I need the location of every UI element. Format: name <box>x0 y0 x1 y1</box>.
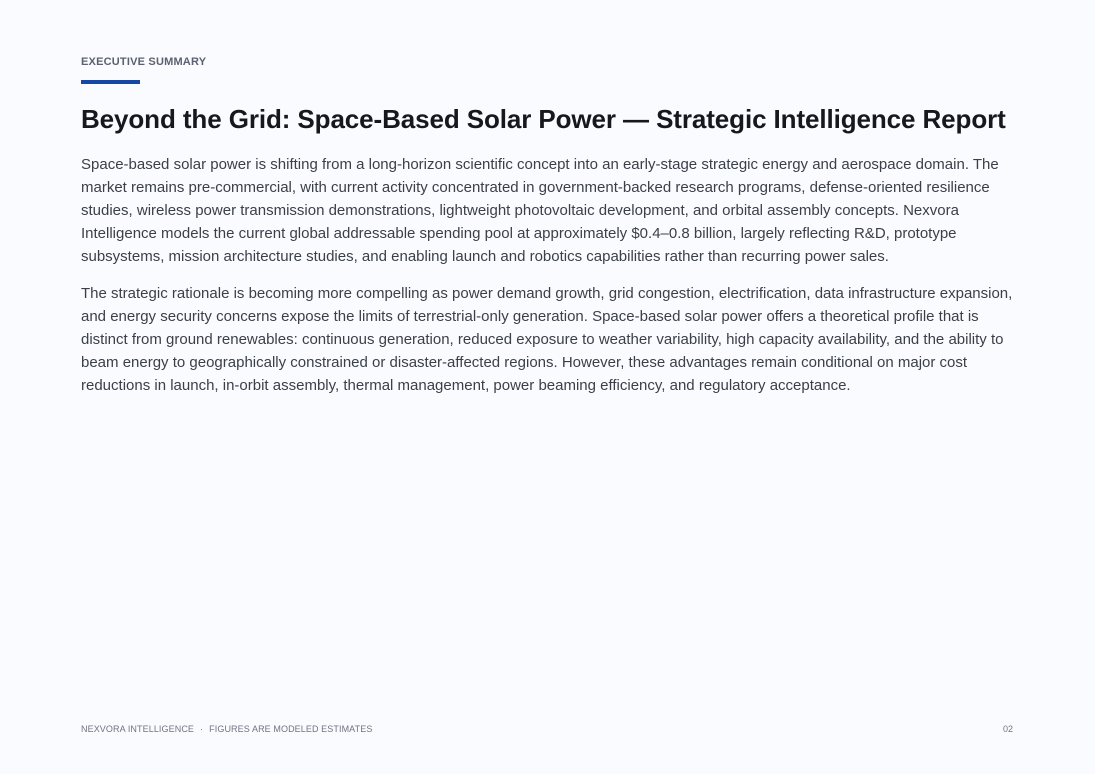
report-title: Beyond the Grid: Space-Based Solar Power — Strategic Intelligence Report <box>81 104 1006 134</box>
section-accent-rule <box>81 80 140 84</box>
footer-note: FIGURES ARE MODELED ESTIMATES <box>209 724 373 734</box>
report-page <box>81 0 1021 774</box>
footer-brand: NEXVORA INTELLIGENCE <box>81 724 195 734</box>
summary-paragraph-2: The strategic rationale is becoming more compelling as power demand growth, grid congestion, electrification, data infrastructure expansion, and energy security concerns expose the limits of terrestrial-only generation. Space-based solar power offers a theoretical profile that is distinct from ground renewables: continuous generation, reduced exposure to weather variability, high capacity availability, and the ability to beam energy to geographically constrained or disaster-affected regions. However, these advantages remain conditional on major cost reductions in launch, in-orbit assembly, thermal management, power beaming efficiency, and regulatory acceptance. <box>81 285 1013 394</box>
summary-body <box>81 153 1016 411</box>
page-number: 02 <box>1002 724 1013 734</box>
footer-attribution <box>81 724 372 734</box>
section-eyebrow: EXECUTIVE SUMMARY <box>81 56 207 68</box>
footer-separator: · <box>200 724 204 734</box>
summary-paragraph-1: Space-based solar power is shifting from a long-horizon scientific concept into an early-stage strategic energy and aerospace domain. The market remains pre-commercial, with current activity concentrated in government-backed research programs, defense-oriented resilience studies, wireless power transmission demonstrations, lightweight photovoltaic development, and orbital assembly concepts. Nexvora Intelligence models the current global addressable spending pool at approximately $0.4–0.8 billion, largely reflecting R&D, prototype subsystems, mission architecture studies, and enabling launch and robotics capabilities rather than recurring power sales. <box>81 156 999 265</box>
